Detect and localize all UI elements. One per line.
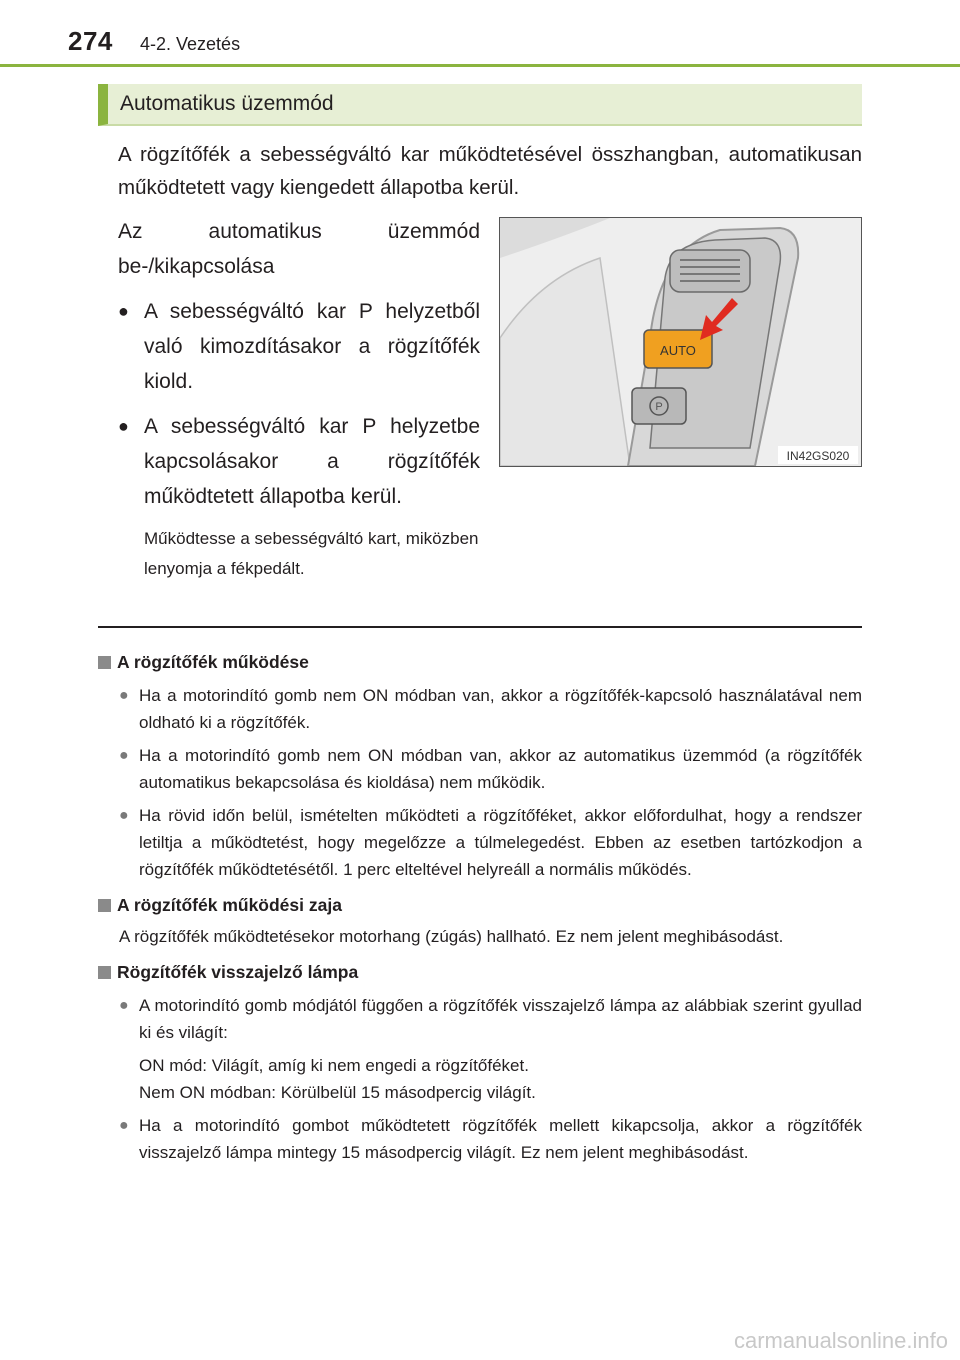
indicator-on-mode: ON mód: Világít, amíg ki nem engedi a rögzítőféket. (139, 1056, 529, 1075)
page-number: 274 (68, 26, 113, 56)
bullet-icon: ● (119, 747, 129, 764)
intro-paragraph: A rögzítőfék a sebességváltó kar működtetésével összhangban, automatikusan működtetett vagy kiengedett állapotba kerül. (118, 143, 862, 199)
note-heading-text: A rögzítőfék működése (117, 652, 309, 672)
note-heading-text: A rögzítőfék működési zaja (117, 895, 342, 915)
toggle-label: Az automatikus üzemmód be-/kikapcsolása (118, 220, 480, 278)
bullet-icon: ● (119, 1117, 129, 1134)
note-item-text: Ha a motorindító gomb nem ON módban van, akkor a rögzítőfék-kapcsoló használatával nem oldható ki a rögzítőfék. (139, 686, 862, 732)
section-title: Automatikus üzemmód (120, 92, 334, 115)
list-item (118, 409, 480, 514)
bullet-icon: ● (118, 416, 129, 436)
note-item (119, 802, 862, 883)
list-item-text: A sebességváltó kar P helyzetbe kapcsolásakor a rögzítőfék működtetett állapotba kerül. (144, 415, 480, 508)
note-item (119, 992, 862, 1046)
note-item-text: Ha a motorindító gombot működtetett rögzítőfék mellett kikapcsolja, akkor a rögzítőfék visszajelző lámpa mintegy 15 másodpercig világít. Ez nem jelent meghibásodást. (139, 1116, 862, 1162)
notes-area (98, 640, 862, 1166)
square-bullet-icon (98, 656, 111, 669)
auto-button-label: AUTO (660, 343, 696, 358)
note-heading-text: Rögzítőfék visszajelző lámpa (117, 962, 359, 982)
bullet-icon: ● (119, 997, 129, 1014)
brake-note: Működtesse a sebességváltó kart, miközben lenyomja a fékpedált. (144, 529, 479, 578)
note-heading (98, 891, 862, 919)
auto-switch-illustration (499, 217, 862, 467)
bullet-icon: ● (119, 807, 129, 824)
note-item-text: A motorindító gomb módjától függően a rögzítőfék visszajelző lámpa az alábbiak szerint gyullad ki és világít: (139, 996, 862, 1042)
header-rule (0, 64, 960, 67)
section-divider (98, 626, 862, 628)
chapter-title: 4-2. Vezetés (140, 34, 241, 54)
note-item (119, 742, 862, 796)
section-heading-bar (98, 84, 862, 126)
note-paragraph: A rögzítőfék működtetésekor motorhang (zúgás) hallható. Ez nem jelent meghibásodást. (119, 927, 784, 946)
note-heading (98, 648, 862, 676)
watermark: carmanualsonline.info (733, 1328, 948, 1353)
svg-text:P: P (655, 401, 663, 413)
figure-code: IN42GS020 (786, 449, 850, 463)
note-item-text: Ha rövid időn belül, ismételten működteti a rögzítőféket, akkor előfordulhat, hogy a rendszer letiltja a működtetést, hogy megelőzze a túlmelegedést. Ebben az esetben tartózkodjon a rögzítőfék működtetésétől. 1 perc elteltével helyreáll a normális működés. (139, 806, 862, 879)
bullet-icon: ● (119, 687, 129, 704)
list-item (118, 294, 480, 399)
console-illustration (500, 218, 861, 466)
indicator-off-mode: Nem ON módban: Körülbelül 15 másodpercig világít. (139, 1083, 536, 1102)
note-item (119, 682, 862, 736)
mode-column (118, 214, 480, 584)
bullet-icon: ● (118, 301, 129, 321)
note-item (119, 1112, 862, 1166)
square-bullet-icon (98, 966, 111, 979)
list-item-text: A sebességváltó kar P helyzetből való kimozdításakor a rögzítőfék kiold. (144, 300, 480, 393)
square-bullet-icon (98, 899, 111, 912)
note-heading (98, 958, 862, 986)
note-item-text: Ha a motorindító gomb nem ON módban van, akkor az automatikus üzemmód (a rögzítőfék automatikus bekapcsolása és kioldása) nem működik. (139, 746, 862, 792)
